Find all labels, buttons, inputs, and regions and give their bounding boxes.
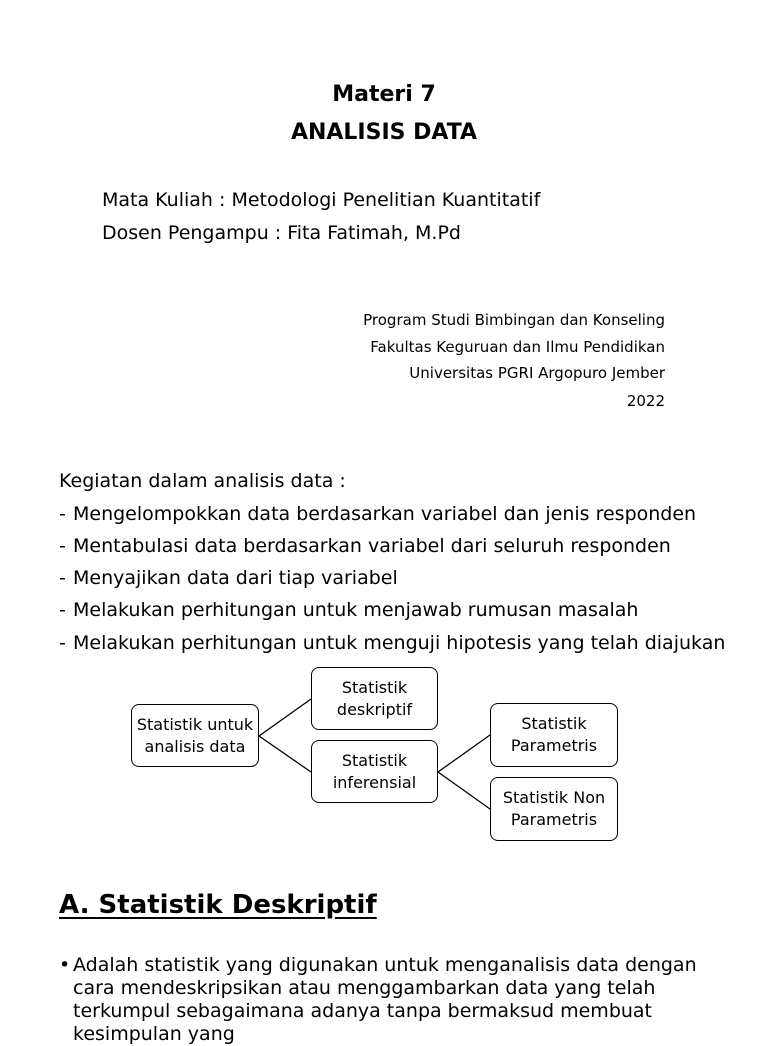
dash-marker: - <box>59 599 66 621</box>
node-inferential-label: Statistik inferensial <box>332 750 417 792</box>
connector-inferential-nonparametric <box>438 772 490 809</box>
dash-marker: - <box>59 503 66 525</box>
connector-root-descriptive <box>259 699 311 736</box>
list-item-text: Menyajikan data dari tiap variabel <box>73 567 398 589</box>
list-item-text: Mengelompokkan data berdasarkan variabel dan jenis responden <box>73 503 697 525</box>
section-heading: A. Statistik Deskriptif <box>59 890 377 920</box>
course-subject: Mata Kuliah : Metodologi Penelitian Kuantitatif <box>102 189 541 211</box>
connector-root-inferential <box>259 736 311 772</box>
node-inferential <box>311 740 438 803</box>
node-parametric <box>490 703 618 767</box>
activities-intro: Kegiatan dalam analisis data : <box>59 470 346 492</box>
node-nonparametric-label: Statistik Non Parametris <box>502 788 606 829</box>
list-item-text: Mentabulasi data berdasarkan variabel dari seluruh responden <box>73 535 671 557</box>
institution-faculty: Fakultas Keguruan dan Ilmu Pendidikan <box>370 338 665 356</box>
dash-marker: - <box>59 535 66 557</box>
paragraph-text: Adalah statistik yang digunakan untuk menganalisis data dengan cara mendeskripsikan atau menggambarkan data yang telah terkumpul sebagaimana adanya tanpa bermaksud membuat kesimpulan yang <box>73 954 697 1045</box>
node-root-label: Statistik untuk analisis data <box>136 714 254 756</box>
title-analisis-data: ANALISIS DATA <box>290 120 478 145</box>
node-root <box>131 704 259 767</box>
dash-marker: - <box>59 632 66 654</box>
node-descriptive-label: Statistik deskriptif <box>336 677 413 719</box>
institution-program: Program Studi Bimbingan dan Konseling <box>363 311 665 329</box>
node-nonparametric <box>490 777 618 841</box>
section-paragraph <box>59 954 719 1046</box>
list-item-text: Melakukan perhitungan untuk menguji hipotesis yang telah diajukan <box>73 632 726 654</box>
course-lecturer: Dosen Pengampu : Fita Fatimah, M.Pd <box>102 222 461 244</box>
connector-inferential-parametric <box>438 735 490 772</box>
institution-university: Universitas PGRI Argopuro Jember <box>409 364 665 382</box>
list-item-text: Melakukan perhitungan untuk menjawab rumusan masalah <box>73 599 639 621</box>
title-materi: Materi 7 <box>332 82 436 107</box>
node-descriptive <box>311 667 438 730</box>
institution-year: 2022 <box>626 392 665 410</box>
node-parametric-label: Statistik Parametris <box>510 714 598 755</box>
bullet-marker: • <box>59 954 71 976</box>
dash-marker: - <box>59 567 66 589</box>
